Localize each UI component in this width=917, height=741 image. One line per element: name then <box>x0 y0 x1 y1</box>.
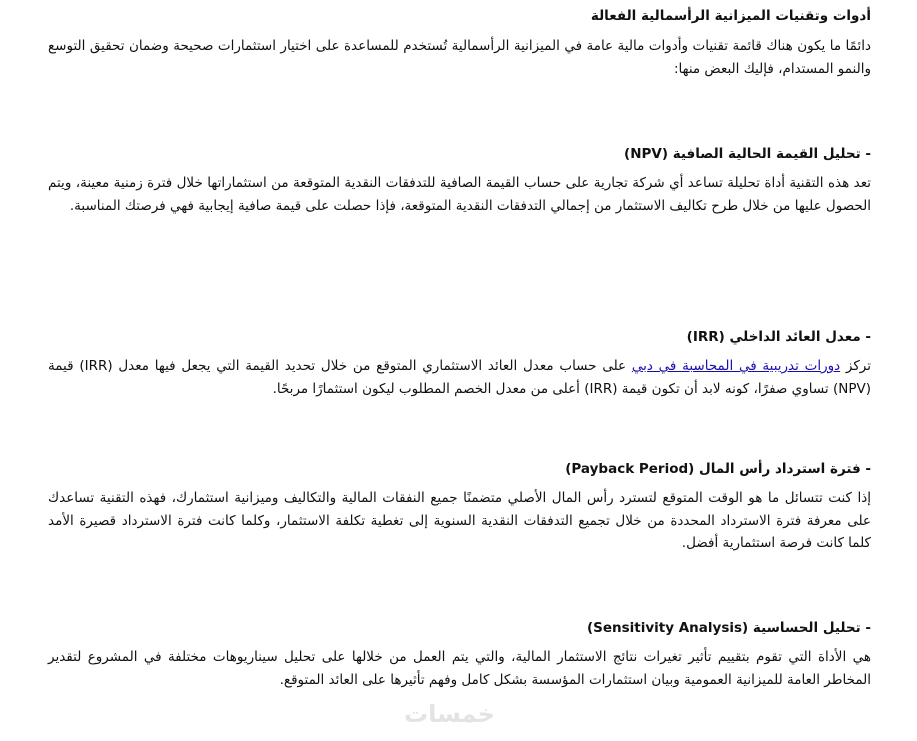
irr-section <box>48 327 871 400</box>
site-watermark-logo: خمسات <box>404 700 495 728</box>
intro-section <box>48 6 871 80</box>
sensitivity-paragraph: هي الأداة التي تقوم بتقييم تأثير تغيرات نتائج الاستثمار المالية، والتي يتم العمل من خلالها على تحليل سيناريوهات مختلفة في المشروع لتقدير المخاطر العامة للميزانية العمومية وبيان استثمارات المؤسسة بشكل كامل وفهم تأثيرها على العائد المتوقع. <box>48 649 871 688</box>
payback-paragraph: إذا كنت تتسائل ما هو الوقت المتوقع لتسترد رأس المال الأصلي متضمنًا جميع النفقات المالية والتكاليف وميزانية استثمارك، فهذه التقنية تساعدك على معرفة فترة الاسترداد المحددة من خلال تجميع التدفقات النقدية السنوية إلى تغطية تكلفة الاستثمار، وكلما كانت فترة الاسترداد قصيرة الأمد كلما كانت فرصة استثمارية أفضل. <box>48 490 871 551</box>
payback-section <box>48 459 871 555</box>
payback-heading: - فترة استرداد رأس المال (Payback Period) <box>565 461 871 477</box>
npv-section <box>48 144 871 217</box>
intro-heading: أدوات وتقنيات الميزانية الرأسمالية الفعالة <box>590 8 871 24</box>
irr-paragraph <box>48 355 871 400</box>
intro-paragraph: دائمًا ما يكون هناك قائمة تقنيات وأدوات مالية عامة في الميزانية الرأسمالية تُستخدم للمساعدة على اختيار استثمارات صحيحة وضمان تحقيق التوسع والنمو المستدام، فإليك البعض منها: <box>48 38 871 77</box>
sensitivity-section <box>48 618 871 691</box>
accounting-courses-link[interactable]: دورات تدريبية في المحاسبة في دبي <box>631 358 841 374</box>
irr-paragraph-prefix: تركز <box>845 358 871 374</box>
npv-heading: - تحليل القيمة الحالية الصافية (NPV) <box>624 146 871 162</box>
npv-paragraph: تعد هذه التقنية أداة تحليلة تساعد أي شركة تجارية على حساب القيمة الصافية للتدفقات النقدية المتوقعة من استثماراتها خلال فترة زمنية معينة، ويتم الحصول عليها من خلال طرح تكاليف الاستثمار من إجمالي التدفقات النقدية المتوقعة، فإذا حصلت على قيمة صافية إيجابية فهي فرصتك المناسبة. <box>48 175 871 214</box>
irr-paragraph-suffix: على حساب معدل العائد الاستثماري المتوقع من خلال تحديد القيمة التي يجعل فيها معدل (IRR) قيمة (NPV) تساوي صفرًا، كونه لابد أن تكون قيمة (IRR) أعلى من معدل الخصم المطلوب ليكون استثمارًا مربحًا. <box>48 358 871 397</box>
irr-heading: - معدل العائد الداخلي (IRR) <box>686 329 871 345</box>
sensitivity-heading: - تحليل الحساسية (Sensitivity Analysis) <box>586 620 871 636</box>
